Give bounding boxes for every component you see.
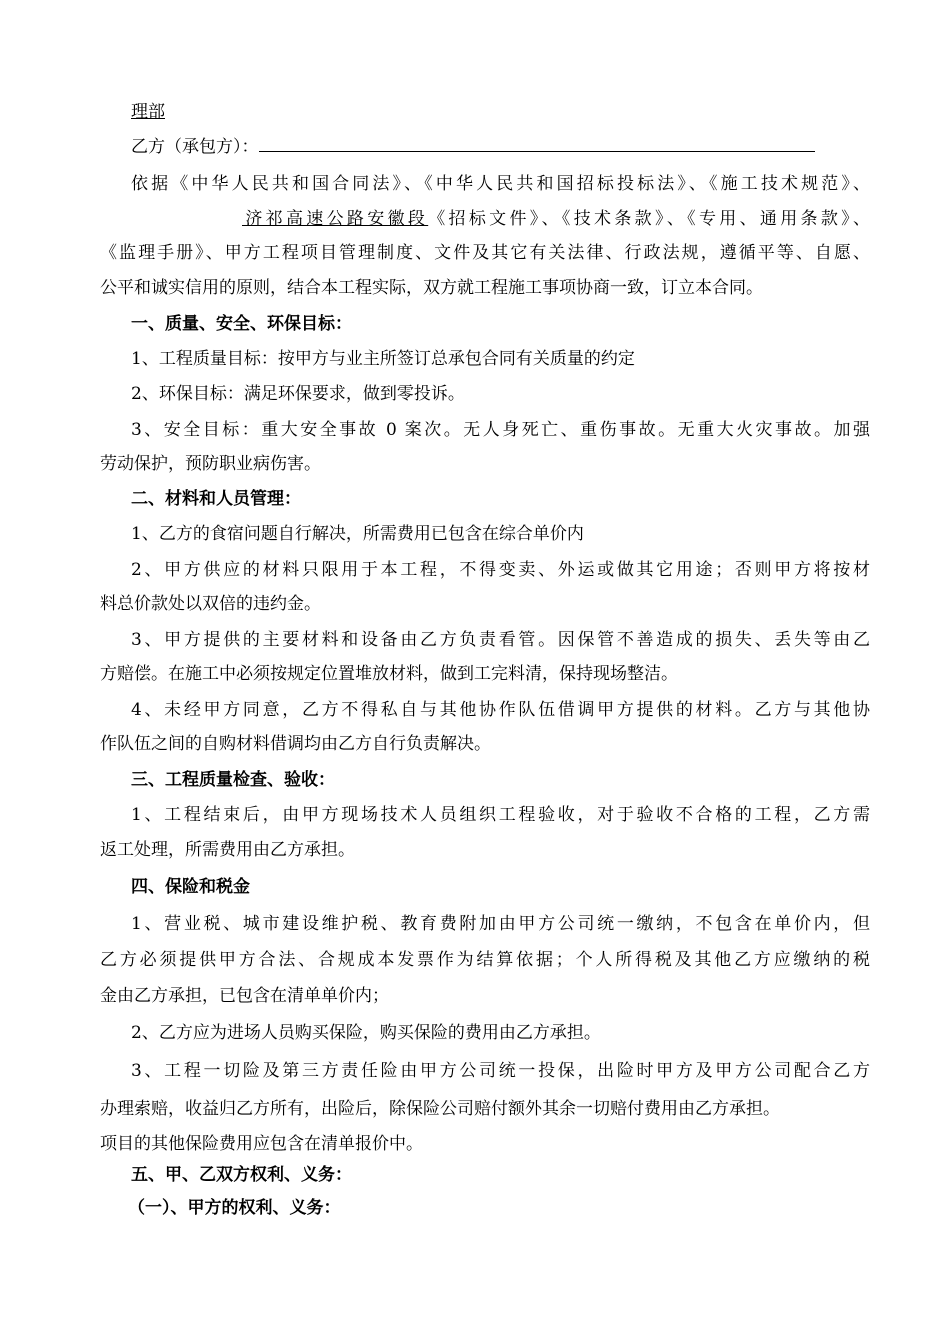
section-4-item-1c: 金由乙方承担，已包含在清单单价内； bbox=[100, 986, 389, 1006]
basis-line-1: 依据《中华人民共和国合同法》、《中华人民共和国招标投标法》、《施工技术规范》、 bbox=[131, 174, 870, 194]
basis-line-4: 公平和诚实信用的原则，结合本工程实际，双方就工程施工事项协商一致，订立本合同。 bbox=[100, 278, 763, 298]
section-3-item-1a: 1、工程结束后，由甲方现场技术人员组织工程验收，对于验收不合格的工程，乙方需 bbox=[131, 805, 870, 825]
section-3-item-1b: 返工处理，所需费用由乙方承担。 bbox=[100, 840, 355, 860]
section-2-item-1: 1、乙方的食宿问题自行解决，所需费用已包含在综合单价内 bbox=[131, 524, 584, 544]
section-4-item-2: 2、乙方应为进场人员购买保险，购买保险的费用由乙方承担。 bbox=[131, 1023, 601, 1043]
section-2-item-2b: 料总价款处以双倍的违约金。 bbox=[100, 594, 321, 614]
section-2-item-4b: 作队伍之间的自购材料借调均由乙方自行负责解决。 bbox=[100, 734, 491, 754]
section-4-item-1a: 1、营业税、城市建设维护税、教育费附加由甲方公司统一缴纳，不包含在单价内，但 bbox=[131, 914, 870, 934]
section-2-title: 二、材料和人员管理： bbox=[131, 489, 301, 509]
section-1-item-2: 2、环保目标：满足环保要求，做到零投诉。 bbox=[131, 384, 465, 404]
dept-tail: 理部 bbox=[131, 102, 165, 122]
party-b-line bbox=[131, 129, 901, 166]
section-1-item-3b: 劳动保护，预防职业病伤害。 bbox=[100, 454, 321, 474]
basis-line-2-tail: 《招标文件》、《技术条款》、《专用、通用条款》、 bbox=[428, 209, 871, 229]
section-4-title: 四、保险和税金 bbox=[131, 877, 250, 897]
basis-line-2 bbox=[100, 201, 870, 238]
project-name: 济祁高速公路安徽段 bbox=[242, 209, 429, 229]
section-1-item-1: 1、工程质量目标：按甲方与业主所签订总承包合同有关质量的约定 bbox=[131, 349, 635, 369]
section-4-item-3b: 办理索赔，收益归乙方所有，出险后，除保险公司赔付额外其余一切赔付费用由乙方承担。 bbox=[100, 1099, 780, 1119]
section-2-item-4a: 4、未经甲方同意，乙方不得私自与其他协作队伍借调甲方提供的材料。乙方与其他协 bbox=[131, 700, 870, 720]
section-2-item-3a: 3、甲方提供的主要材料和设备由乙方负责看管。因保管不善造成的损失、丢失等由乙 bbox=[131, 630, 870, 650]
section-4-item-1b: 乙方必须提供甲方合法、合规成本发票作为结算依据；个人所得税及其他乙方应缴纳的税 bbox=[100, 950, 870, 970]
section-2-item-3b: 方赔偿。在施工中必须按规定位置堆放材料，做到工完料清，保持现场整洁。 bbox=[100, 664, 678, 684]
section-3-title: 三、工程质量检查、验收： bbox=[131, 770, 335, 790]
section-5-title: 五、甲、乙双方权利、义务： bbox=[131, 1165, 352, 1185]
section-5-subtitle-1: （一）、甲方的权利、义务： bbox=[128, 1198, 341, 1218]
party-b-blank bbox=[259, 131, 815, 152]
section-2-item-2a: 2、甲方供应的材料只限用于本工程，不得变卖、外运或做其它用途；否则甲方将按材 bbox=[131, 560, 870, 580]
section-4-item-3c: 项目的其他保险费用应包含在清单报价中。 bbox=[100, 1134, 423, 1154]
section-4-item-3a: 3、工程一切险及第三方责任险由甲方公司统一投保，出险时甲方及甲方公司配合乙方 bbox=[131, 1061, 870, 1081]
party-b-label: 乙方（承包方）： bbox=[131, 137, 259, 157]
section-1-title: 一、质量、安全、环保目标： bbox=[131, 314, 352, 334]
basis-line-3: 《监理手册》、甲方工程项目管理制度、文件及其它有关法律、行政法规，遵循平等、自愿、 bbox=[100, 243, 870, 263]
section-1-item-3a: 3、安全目标：重大安全事故 0 案次。无人身死亡、重伤事故。无重大火灾事故。加强 bbox=[131, 420, 870, 440]
